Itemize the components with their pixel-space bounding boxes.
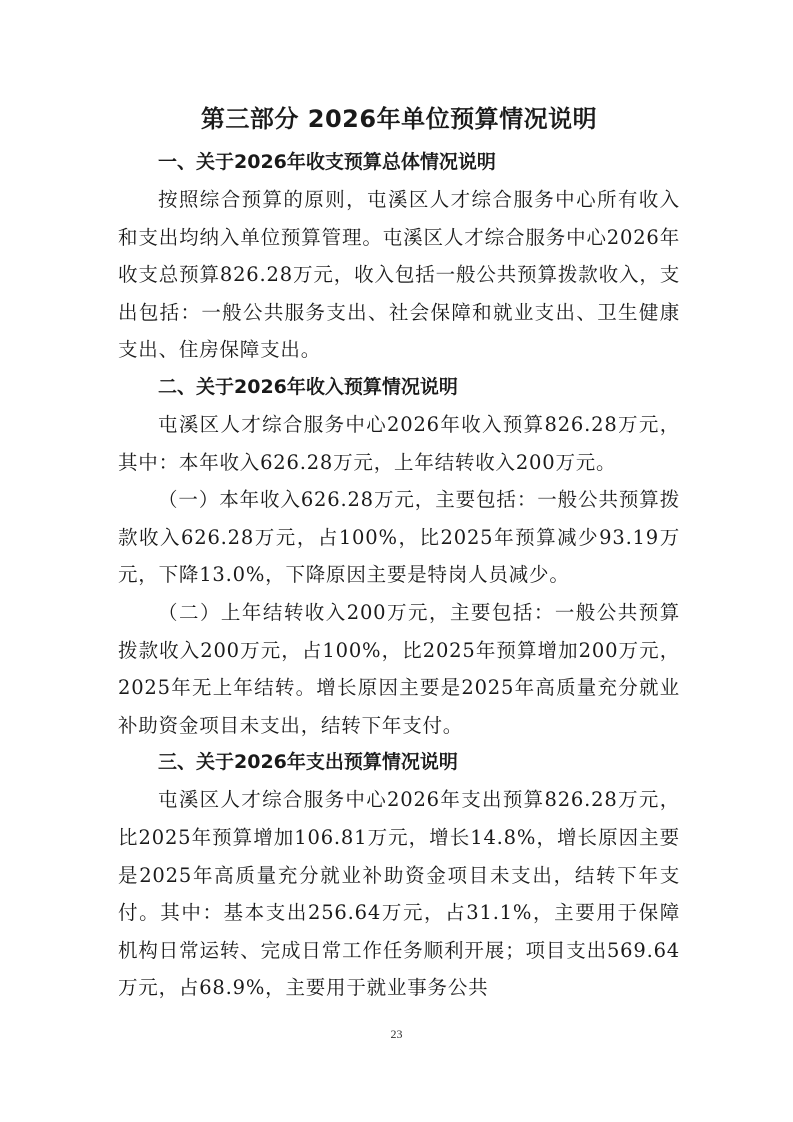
- paragraph: 屯溪区人才综合服务中心2026年收入预算826.28万元，其中：本年收入626.28万元，上年结转收入200万元。: [118, 412, 680, 474]
- section-income-budget: [118, 369, 680, 744]
- paragraph: 按照综合预算的原则，屯溪区人才综合服务中心所有收入和支出均纳入单位预算管理。屯溪区人才综合服务中心2026年收支总预算826.28万元，收入包括一般公共预算拨款收入，支出包括：一般公共服务支出、社会保障和就业支出、卫生健康支出、住房保障支出。: [118, 188, 680, 362]
- section-expenditure-budget: [118, 744, 680, 1007]
- section-heading: 三、关于2026年支出预算情况说明: [158, 751, 458, 774]
- section-overall-budget: [118, 144, 680, 369]
- paragraph: 屯溪区人才综合服务中心2026年支出预算826.28万元，比2025年预算增加106.81万元，增长14.8%，增长原因主要是2025年高质量充分就业补助资金项目未支出，结转下年支付。其中：基本支出256.64万元，占31.1%，主要用于保障机构日常运转、完成日常工作任务顺利开展；项目支出569.64万元，占68.9%，主要用于就业事务公共: [118, 788, 680, 1000]
- page-number: 23: [390, 1027, 403, 1041]
- paragraph: （二）上年结转收入200万元，主要包括：一般公共预算拨款收入200万元，占100%，比2025年预算增加200万元，2025年无上年结转。增长原因主要是2025年高质量充分就业补助资金项目未支出，结转下年支付。: [118, 600, 680, 737]
- section-heading: 二、关于2026年收入预算情况说明: [158, 375, 458, 398]
- document-body: [118, 100, 680, 1007]
- page-title: 第三部分 2026年单位预算情况说明: [200, 105, 598, 133]
- section-heading: 一、关于2026年收支预算总体情况说明: [158, 151, 496, 173]
- paragraph: （一）本年收入626.28万元，主要包括：一般公共预算拨款收入626.28万元，占100%，比2025年预算减少93.19万元，下降13.0%，下降原因主要是特岗人员减少。: [118, 488, 680, 587]
